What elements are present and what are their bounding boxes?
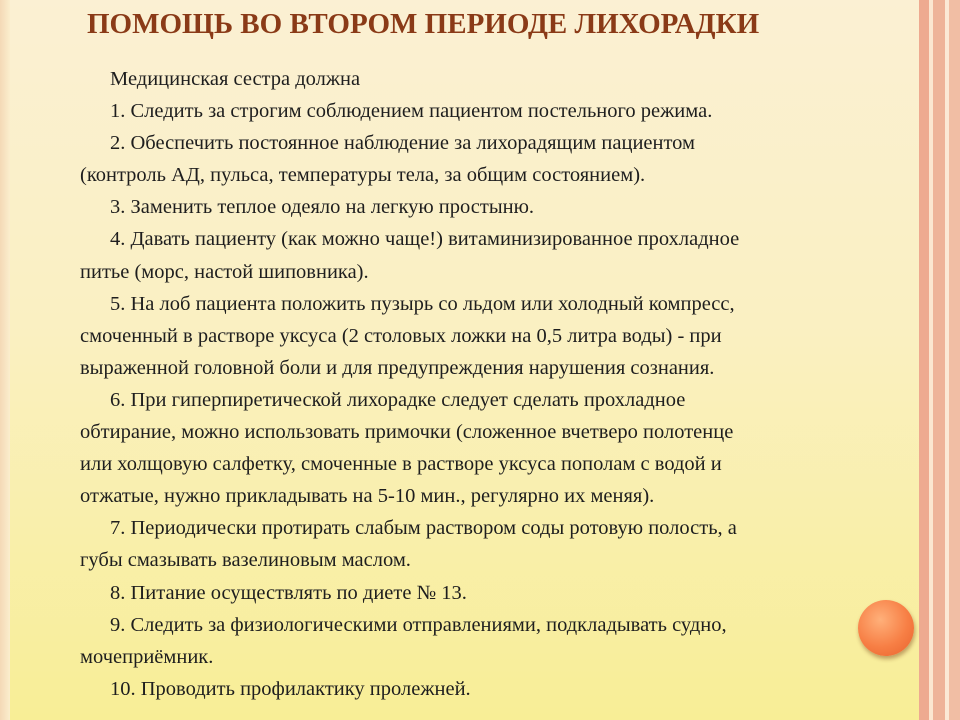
list-item-continuation: обтирание, можно использовать примочки (сложенное вчетверо полотенце xyxy=(80,421,734,444)
list-item: 7. Периодически протирать слабым раствором соды ротовую полость, а xyxy=(110,517,737,540)
list-item-continuation: питье (морс, настой шиповника). xyxy=(80,260,369,283)
left-edge-shade xyxy=(0,0,10,720)
list-item-continuation: смоченный в растворе уксуса (2 столовых ложки на 0,5 литра воды) - при xyxy=(80,324,722,347)
intro-line: Медицинская сестра должна xyxy=(110,68,361,90)
list-item-continuation: выраженной головной боли и для предупреждения нарушения сознания. xyxy=(80,356,715,379)
slide-title: ПОМОЩЬ ВО ВТОРОМ ПЕРИОДЕ ЛИХОРАДКИ xyxy=(87,8,760,40)
list-item: 10. Проводить профилактику пролежней. xyxy=(110,677,471,700)
decorative-stripe xyxy=(919,0,929,720)
list-item-continuation: (контроль АД, пульса, температуры тела, за общим состоянием). xyxy=(80,164,646,187)
slide-body xyxy=(80,63,916,705)
list-item: 3. Заменить теплое одеяло на легкую простыню. xyxy=(110,196,535,219)
decorative-stripe xyxy=(933,0,945,720)
list-item-continuation: или холщовую салфетку, смоченные в растворе уксуса пополам с водой и xyxy=(80,453,722,476)
list-item: 5. На лоб пациента положить пузырь со льдом или холодный компресс, xyxy=(110,292,735,315)
list-item-continuation: отжатые, нужно прикладывать на 5-10 мин., регулярно их меняя). xyxy=(80,485,655,508)
list-item: 8. Питание осуществлять по диете № 13. xyxy=(110,581,467,604)
list-item: 4. Давать пациенту (как можно чаще!) витаминизированное прохладное xyxy=(110,228,740,251)
list-item: 1. Следить за строгим соблюдением пациентом постельного режима. xyxy=(110,100,713,123)
list-item-continuation: мочеприёмник. xyxy=(80,645,214,668)
orange-circle-decoration xyxy=(858,600,914,656)
decorative-stripe xyxy=(949,0,960,720)
list-item: 2. Обеспечить постоянное наблюдение за лихорадящим пациентом xyxy=(110,132,696,155)
list-item-continuation: губы смазывать вазелиновым маслом. xyxy=(80,549,411,572)
list-item: 6. При гиперпиретической лихорадке следует сделать прохладное xyxy=(110,388,686,411)
list-item: 9. Следить за физиологическими отправлениями, подкладывать судно, xyxy=(110,613,727,636)
